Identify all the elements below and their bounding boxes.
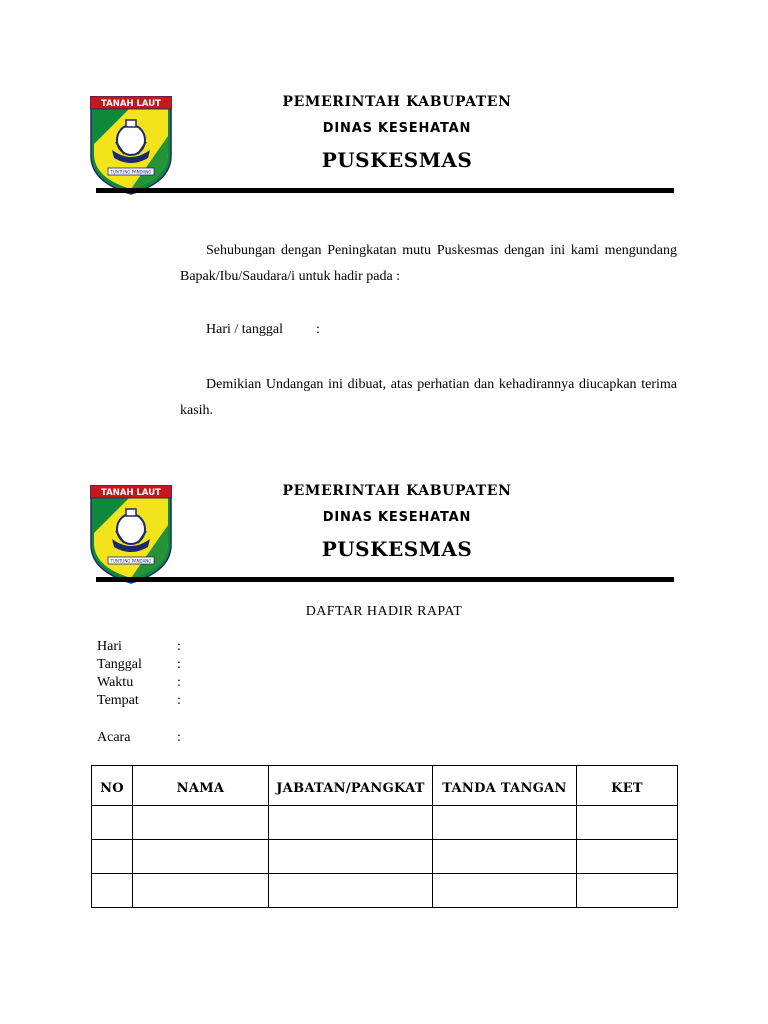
table-row <box>92 874 678 908</box>
table-cell[interactable] <box>269 874 433 908</box>
invitation-paragraph-2: Demikian Undangan ini dibuat, atas perhatian dan kehadirannya diucapkan terima kasih. <box>180 377 677 418</box>
field-row-acara <box>97 730 181 746</box>
header-line-2: DINAS KESEHATAN <box>322 510 472 525</box>
column-header-tanda-tangan: TANDA TANGAN <box>433 766 577 806</box>
hari-tanggal-label: Hari / tanggal <box>206 322 283 337</box>
column-header-no: NO <box>92 766 133 806</box>
field-separator: : <box>177 730 181 745</box>
field-label: Tempat <box>97 693 139 708</box>
table-header-row <box>92 766 678 806</box>
tanah-laut-logo <box>90 485 172 585</box>
svg-text:TUNTUNG PANDANG: TUNTUNG PANDANG <box>110 169 152 175</box>
field-separator: : <box>177 693 181 708</box>
table-cell[interactable] <box>92 806 133 840</box>
table-cell[interactable] <box>269 840 433 874</box>
table-cell[interactable] <box>577 806 678 840</box>
table-cell[interactable] <box>92 874 133 908</box>
field-label: Acara <box>97 730 131 745</box>
field-label: Tanggal <box>97 657 142 672</box>
field-separator: : <box>177 675 181 690</box>
column-header-nama: NAMA <box>133 766 269 806</box>
field-row-tanggal <box>97 657 181 673</box>
header-line-3: PUSKESMAS <box>321 148 473 172</box>
field-label: Hari <box>97 639 122 654</box>
table-cell[interactable] <box>577 874 678 908</box>
invitation-paragraph-1: Sehubungan dengan Peningkatan mutu Puskesmas dengan ini kami mengundang Bapak/Ibu/Saudara/i untuk hadir pada : <box>180 243 677 284</box>
attendance-title: DAFTAR HADIR RAPAT <box>305 604 463 619</box>
header-line-1: PEMERINTAH KABUPATEN <box>282 94 512 110</box>
table-cell[interactable] <box>433 806 577 840</box>
column-header-ket: KET <box>577 766 678 806</box>
table-cell[interactable] <box>92 840 133 874</box>
header-line-3: PUSKESMAS <box>321 537 473 561</box>
table-cell[interactable] <box>133 806 269 840</box>
table-cell[interactable] <box>433 840 577 874</box>
svg-text:TANAH LAUT: TANAH LAUT <box>101 488 161 498</box>
svg-text:TANAH LAUT: TANAH LAUT <box>101 99 161 109</box>
header-line-1: PEMERINTAH KABUPATEN <box>282 483 512 499</box>
header-divider <box>96 188 674 193</box>
table-cell[interactable] <box>133 840 269 874</box>
field-separator: : <box>177 657 181 672</box>
header-line-2: DINAS KESEHATAN <box>322 121 472 136</box>
field-label: Waktu <box>97 675 134 690</box>
field-row-hari <box>97 639 181 655</box>
hari-tanggal-separator: : <box>316 322 320 337</box>
field-row-waktu <box>97 675 181 691</box>
table-row <box>92 806 678 840</box>
table-cell[interactable] <box>133 874 269 908</box>
table-row <box>92 840 678 874</box>
field-row-tempat <box>97 693 181 709</box>
table-cell[interactable] <box>577 840 678 874</box>
table-cell[interactable] <box>433 874 577 908</box>
svg-text:TUNTUNG PANDANG: TUNTUNG PANDANG <box>110 558 152 564</box>
column-header-jabatan: JABATAN/PANGKAT <box>269 766 433 806</box>
table-cell[interactable] <box>269 806 433 840</box>
attendance-table <box>91 765 678 908</box>
header-divider <box>96 577 674 582</box>
tanah-laut-logo <box>90 96 172 196</box>
field-separator: : <box>177 639 181 654</box>
